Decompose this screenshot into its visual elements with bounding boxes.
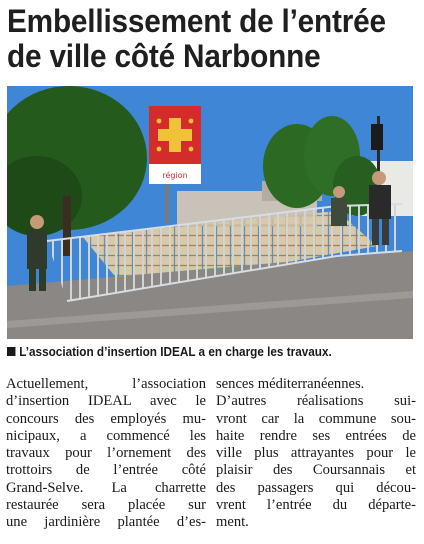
- photo-illustration: [7, 86, 413, 339]
- worker-middle: [331, 186, 347, 226]
- text-line: nicipaux, a commencé les: [6, 427, 206, 444]
- article-column-1: [6, 376, 206, 532]
- text-line: Grand-Selve. La charrette: [6, 479, 206, 496]
- sign-pole: [165, 184, 169, 224]
- text-line: trottoirs de l’entrée côté: [6, 462, 206, 479]
- text-line: ment.: [216, 514, 249, 531]
- text-line: concours des employés mu-: [6, 410, 206, 427]
- text-line: haite rendre ses entrées de: [216, 427, 416, 444]
- traffic-light: [371, 124, 383, 150]
- text-line: vrent l’entrée du départe-: [216, 497, 416, 514]
- text-line: vront car la commune sou-: [216, 410, 416, 427]
- signboard-text: région: [162, 171, 188, 180]
- text-line: d’insertion IDEAL avec le: [6, 393, 206, 410]
- text-line: D’autres réalisations sui-: [216, 393, 416, 410]
- text-line: ville plus attrayantes pour le: [216, 445, 416, 462]
- text-line: plaisir des Coursannais et: [216, 462, 416, 479]
- headline-line-1: Embellissement de l’entrée: [7, 3, 386, 39]
- text-line: Actuellement, l’association: [6, 376, 206, 392]
- text-line: restaurée sera placée sur: [6, 497, 206, 514]
- caption-bullet-icon: [7, 347, 15, 356]
- text-line: des passagers qui décou-: [216, 479, 416, 496]
- text-line: sences méditerranéennes.: [216, 376, 365, 392]
- article-photo: [7, 86, 413, 339]
- article-headline: [7, 4, 390, 74]
- text-line: travaux pour l’ornement des: [6, 445, 206, 462]
- photo-caption: [7, 344, 394, 360]
- headline-line-2: de ville côté Narbonne: [7, 38, 321, 74]
- caption-text: L’association d’insertion IDEAL a en charge les travaux.: [19, 345, 332, 359]
- text-line: une jardinière plantée d’es-: [6, 514, 206, 531]
- article-column-2: [216, 376, 416, 532]
